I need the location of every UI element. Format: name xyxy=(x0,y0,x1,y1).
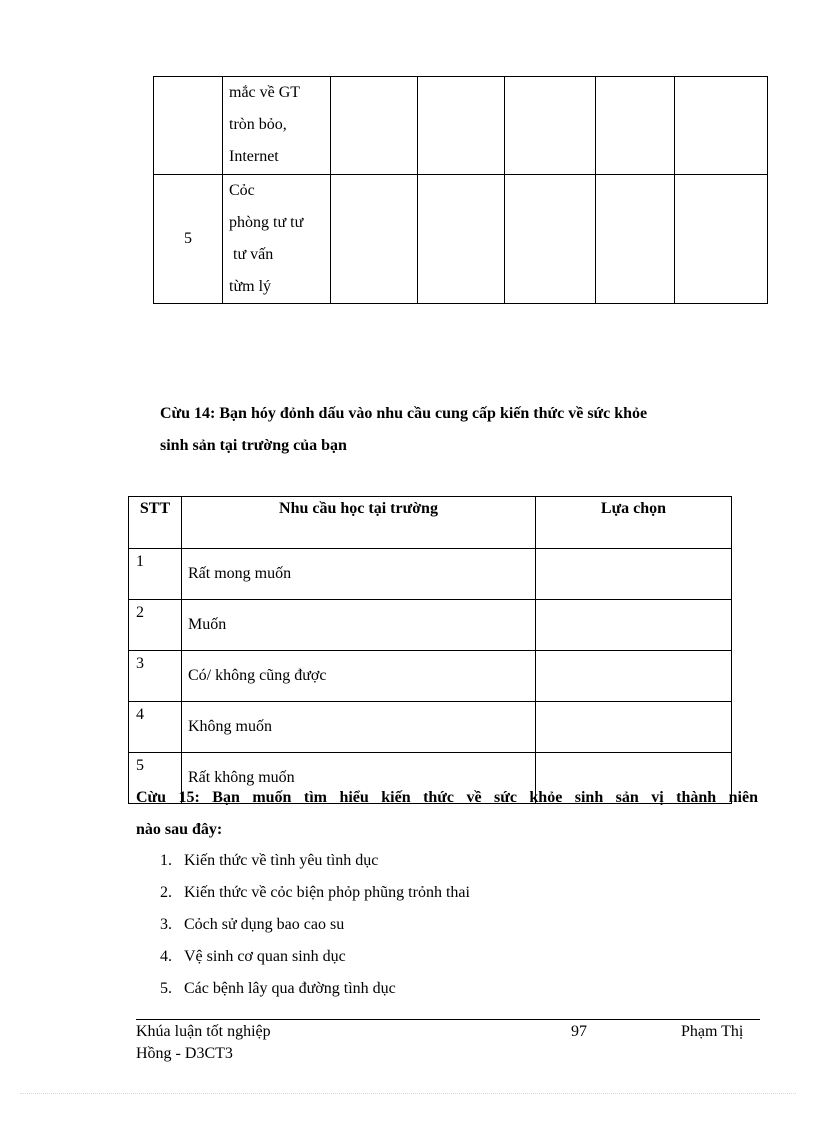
list-item: 4. Vệ sinh cơ quan sinh dục xyxy=(160,948,346,965)
row-text-line: phòng tư tư xyxy=(229,214,304,231)
row-stt: 5 xyxy=(129,753,182,804)
row-text-line: tròn bỏo, xyxy=(229,116,287,133)
row-text-line: mắc về GT xyxy=(229,84,301,101)
header-need: Nhu cầu học tại trường xyxy=(182,497,536,549)
empty-cell xyxy=(331,77,418,175)
empty-cell xyxy=(675,77,768,175)
empty-cell xyxy=(418,77,505,175)
row-text xyxy=(223,175,331,304)
choice-cell[interactable] xyxy=(536,600,732,651)
row-label: Rất mong muốn xyxy=(182,549,536,600)
footer-left-line-2: Hồng - D3CT3 xyxy=(136,1045,233,1062)
row-stt: 4 xyxy=(129,702,182,753)
question-15-line-1: Cừu 15: Bạn muốn tìm hiểu kiến thức về sức khỏe sinh sản vị thành niên xyxy=(136,789,758,806)
table-row xyxy=(154,77,768,175)
need-table xyxy=(128,496,732,804)
table-header-row xyxy=(129,497,732,549)
header-stt: STT xyxy=(129,497,182,549)
list-item: 1. Kiến thức về tình yêu tình dục xyxy=(160,852,379,869)
list-item: 2. Kiến thức về cỏc biện phỏp phũng trỏnh thai xyxy=(160,884,470,901)
footer-page-number: 97 xyxy=(571,1023,587,1040)
row-number xyxy=(154,77,223,175)
table-row xyxy=(129,702,732,753)
list-item: 5. Các bệnh lây qua đường tình dục xyxy=(160,980,396,997)
empty-cell xyxy=(596,77,675,175)
row-number: 5 xyxy=(154,175,223,304)
list-item: 3. Cỏch sử dụng bao cao su xyxy=(160,916,345,933)
table-row xyxy=(129,651,732,702)
question-15-line-2: nào sau đây: xyxy=(136,821,223,838)
table-row xyxy=(129,600,732,651)
empty-cell xyxy=(505,175,596,304)
row-stt: 2 xyxy=(129,600,182,651)
row-label: Có/ không cũng được xyxy=(182,651,536,702)
row-text-line: tư vấn xyxy=(229,246,274,263)
header-choice: Lựa chọn xyxy=(536,497,732,549)
row-text xyxy=(223,77,331,175)
row-text-line: từm lý xyxy=(229,278,272,295)
empty-cell xyxy=(505,77,596,175)
row-stt: 3 xyxy=(129,651,182,702)
empty-cell xyxy=(331,175,418,304)
question-14-line-2: sinh sản tại trường của bạn xyxy=(160,437,347,454)
footer-left-line-1: Khúa luận tốt nghiệp xyxy=(136,1023,271,1040)
footer-right-line-1: Phạm Thị xyxy=(681,1023,744,1040)
row-text-line: Cỏc xyxy=(229,182,255,199)
row-label: Muốn xyxy=(182,600,536,651)
row-text-line: Internet xyxy=(229,148,279,165)
survey-table-top xyxy=(153,76,768,304)
question-15-options xyxy=(160,845,470,1005)
empty-cell xyxy=(418,175,505,304)
row-stt: 1 xyxy=(129,549,182,600)
empty-cell xyxy=(675,175,768,304)
question-14-line-1: Cừu 14: Bạn hóy đỏnh dấu vào nhu cầu cung cấp kiến thức về sức khỏe xyxy=(160,405,648,422)
row-label: Rất không muốn xyxy=(182,753,536,804)
table-row xyxy=(154,175,768,304)
row-label: Không muốn xyxy=(182,702,536,753)
choice-cell[interactable] xyxy=(536,651,732,702)
question-14 xyxy=(160,398,760,462)
footer-rule xyxy=(136,1019,760,1020)
question-15 xyxy=(136,782,758,846)
empty-cell xyxy=(596,175,675,304)
table-row xyxy=(129,549,732,600)
page-bottom-dots xyxy=(20,1093,796,1094)
choice-cell[interactable] xyxy=(536,702,732,753)
choice-cell[interactable] xyxy=(536,549,732,600)
